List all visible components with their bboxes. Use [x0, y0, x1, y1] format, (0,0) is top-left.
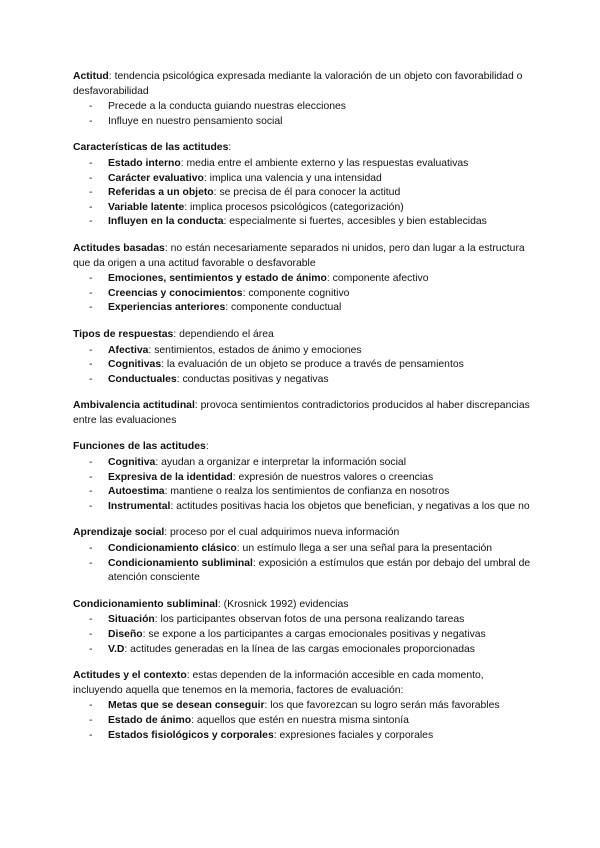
bullet-list — [73, 100, 533, 129]
list-item: - Afectiva: sentimientos, estados de ánimo y emociones — [73, 344, 533, 359]
list-item: - Emociones, sentimientos y estado de ánimo: componente afectivo — [73, 272, 533, 287]
list-item: - Instrumental: actitudes positivas hacia los objetos que benefician, y negativas a los que no — [73, 500, 533, 515]
term: Actitudes y el contexto — [73, 670, 187, 682]
list-item: - Carácter evaluativo: implica una valencia y una intensidad — [73, 172, 533, 187]
definition: : tendencia psicológica expresada mediante la valoración de un objeto con favorabilidad o desfavorabilidad — [73, 71, 523, 97]
list-item: - Diseño: se expone a los participantes a cargas emocionales positivas y negativas — [73, 628, 533, 643]
bullet-list — [73, 272, 533, 316]
list-item: - Estados fisiológicos y corporales: expresiones faciales y corporales — [73, 729, 533, 744]
term: Condicionamiento subliminal — [73, 598, 218, 610]
document-page — [73, 70, 533, 755]
bullet-list — [73, 344, 533, 388]
section-ambivalencia: Ambivalencia actitudinal: provoca sentimientos contradictorios producidos al haber discrepancias entre las evaluaciones — [73, 400, 530, 426]
section-actitudes-contexto: Actitudes y el contexto: estas dependen de la información accesible en cada momento, incluyendo aquella que tenemos en la memoria, factores de evaluación: - Metas que se desean conseguir: los que favorezcan su logro serán más favorables - Estado de ánimo: aquellos que estén en nuestra misma sintonía - Estados fisiológicos y corporales: expresiones faciales y corporales — [73, 669, 533, 743]
term: Actitud — [73, 71, 109, 82]
bullet-list — [73, 699, 533, 743]
section-tipos-respuestas: Tipos de respuestas: dependiendo el área - Afectiva: sentimientos, estados de ánimo y emociones - Cognitivas: la evaluación de un objeto se produce a través de pensamientos - Conductuales: conductas positivas y negativas — [73, 328, 533, 387]
section-caracteristicas: Características de las actitudes: - Estado interno: media entre el ambiente externo y las respuestas evaluativas - Carácter evaluativo: implica una valencia y una intensidad - Referidas a un objeto: se precisa de él para conocer la actitud - Variable latente: implica procesos psicológicos (categorización) - Influyen en la conducta: especialmente si fuertes, accesibles y bien establecidas — [73, 141, 533, 230]
term: Aprendizaje social — [73, 527, 165, 539]
term: Actitudes basadas — [73, 242, 165, 254]
list-item: - Metas que se desean conseguir: los que favorezcan su logro serán más favorables — [73, 699, 533, 714]
section-actitudes-basadas: Actitudes basadas: no están necesariamente separados ni unidos, pero dan lugar a la estructura que da origen a una actitud favorable o desfavorable - Emociones, sentimientos y estado de ánimo: componente afectivo - Creencias y conocimientos: componente cognitivo - Experiencias anteriores: componente conductual — [73, 242, 533, 316]
list-item: - Expresiva de la identidad: expresión de nuestros valores o creencias — [73, 471, 533, 486]
term: Funciones de las actitudes — [73, 441, 206, 453]
bullet-list — [73, 542, 533, 586]
list-item: - Estado de ánimo: aquellos que estén en nuestra misma sintonía — [73, 714, 533, 729]
list-item: - Precede a la conducta guiando nuestras elecciones — [73, 100, 533, 115]
section-condicionamiento-subliminal: Condicionamiento subliminal: (Krosnick 1992) evidencias - Situación: los participantes observan fotos de una persona realizando tareas - Diseño: se expone a los participantes a cargas emocionales positivas y negativas - V.D: actitudes generadas en la línea de las cargas emocionales proporcionadas — [73, 598, 533, 657]
list-item: - Influyen en la conducta: especialmente si fuertes, accesibles y bien establecidas — [73, 215, 533, 230]
list-item: - Estado interno: media entre el ambiente externo y las respuestas evaluativas — [73, 157, 533, 172]
list-item: - V.D: actitudes generadas en la línea de las cargas emocionales proporcionadas — [73, 643, 533, 658]
list-item: - Conductuales: conductas positivas y negativas — [73, 373, 533, 388]
bullet-list — [73, 613, 533, 657]
bullet-list — [73, 157, 533, 230]
list-item: - Creencias y conocimientos: componente cognitivo — [73, 287, 533, 302]
list-item: - Cognitivas: la evaluación de un objeto se produce a través de pensamientos — [73, 358, 533, 373]
list-item: - Situación: los participantes observan fotos de una persona realizando tareas — [73, 613, 533, 628]
list-item: - Influye en nuestro pensamiento social — [73, 115, 533, 130]
list-item: - Autoestima: mantiene o realza los sentimientos de confianza en nosotros — [73, 485, 533, 500]
bullet-list — [73, 456, 533, 514]
term: Ambivalencia actitudinal — [73, 400, 195, 412]
list-item: - Experiencias anteriores: componente conductual — [73, 301, 533, 316]
list-item: - Condicionamiento clásico: un estímulo llega a ser una señal para la presentación — [73, 542, 533, 557]
list-item: - Variable latente: implica procesos psicológicos (categorización) — [73, 201, 533, 216]
section-actitud — [73, 70, 533, 129]
term: Características de las actitudes — [73, 142, 229, 154]
list-item: - Condicionamiento subliminal: exposición a estímulos que están por debajo del umbral de atención consciente — [73, 557, 533, 586]
section-funciones: Funciones de las actitudes: - Cognitiva: ayudan a organizar e interpretar la información social - Expresiva de la identidad: expresión de nuestros valores o creencias - Autoestima: mantiene o realza los sentimientos de confianza en nosotros - Instrumental: actitudes positivas hacia los objetos que benefician, y negativas a los que no — [73, 440, 533, 514]
list-item: - Referidas a un objeto: se precisa de él para conocer la actitud — [73, 186, 533, 201]
list-item: - Cognitiva: ayudan a organizar e interpretar la información social — [73, 456, 533, 471]
section-aprendizaje-social: Aprendizaje social: proceso por el cual adquirimos nueva información - Condicionamiento clásico: un estímulo llega a ser una señal para la presentación - Condicionamiento subliminal: exposición a estímulos que están por debajo del umbral de atención consciente — [73, 526, 533, 585]
term: Tipos de respuestas — [73, 328, 174, 340]
